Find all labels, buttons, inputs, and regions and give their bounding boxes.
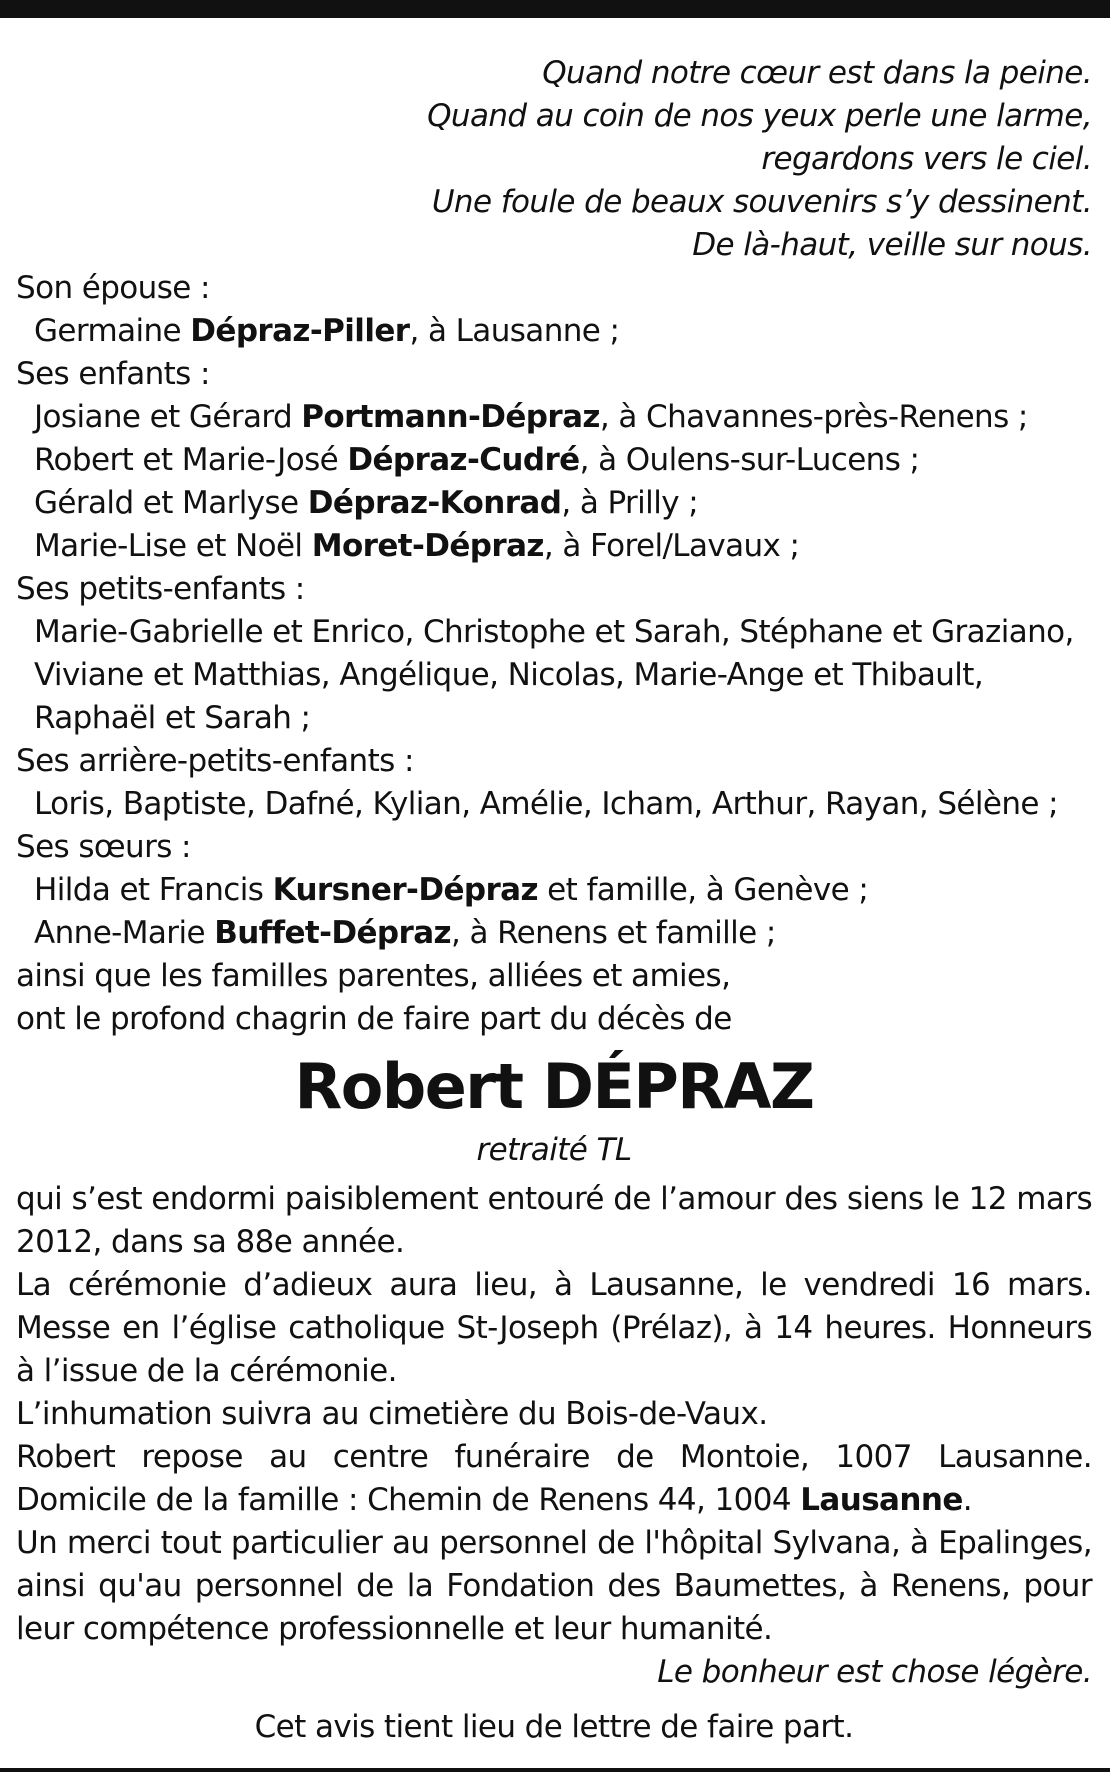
family-list (16, 267, 1092, 1041)
family-name: Kursner-Dépraz (272, 872, 538, 908)
great-grandchildren-heading: Ses arrière-petits-enfants : (16, 743, 414, 779)
family-name: Dépraz-Cudré (347, 442, 580, 478)
child-entry: Marie-Lise et Noël Moret-Dépraz, à Forel/Lavaux ; (34, 528, 800, 564)
closing-line: ont le profond chagrin de faire part du décès de (16, 1001, 732, 1037)
ceremony-paragraph: La cérémonie d’adieux aura lieu, à Lausanne, le vendredi 16 mars. Messe en l’église catholique St-Joseph (Prélaz), à 14 heures. Honneurs à l’issue de la cérémonie. (16, 1267, 1092, 1389)
poem-line: Une foule de beaux souvenirs s’y dessinent. (431, 184, 1092, 220)
family-name: Portmann-Dépraz (301, 399, 600, 435)
sisters-heading: Ses sœurs : (16, 829, 191, 865)
grandchildren-heading: Ses petits-enfants : (16, 571, 305, 607)
poem (16, 52, 1092, 267)
spouse-heading: Son épouse : (16, 270, 210, 306)
poem-line: Quand notre cœur est dans la peine. (542, 55, 1092, 91)
grandchildren-line: Marie-Gabrielle et Enrico, Christophe et Sarah, Stéphane et Graziano, (34, 614, 1074, 650)
deceased-name: Robert DÉPRAZ (294, 1050, 814, 1123)
footer-note: Cet avis tient lieu de lettre de faire part. (254, 1709, 854, 1745)
child-entry: Josiane et Gérard Portmann-Dépraz, à Chavannes-près-Renens ; (34, 399, 1028, 435)
grandchildren-line: Viviane et Matthias, Angélique, Nicolas, Marie-Ange et Thibault, (34, 657, 984, 693)
child-entry: Gérald et Marlyse Dépraz-Konrad, à Prilly ; (34, 485, 699, 521)
closing-line: ainsi que les familles parentes, alliées et amies, (16, 958, 731, 994)
passing-paragraph: qui s’est endormi paisiblement entouré de l’amour des siens le 12 mars 2012, dans sa 88e année. (16, 1181, 1092, 1260)
sister-entry: Anne-Marie Buffet-Dépraz, à Renens et famille ; (34, 915, 776, 951)
closing-quote: Le bonheur est chose légère. (657, 1654, 1092, 1690)
burial-paragraph: L’inhumation suivra au cimetière du Bois-de-Vaux. (16, 1396, 768, 1432)
family-name: Dépraz-Konrad (307, 485, 562, 521)
spouse-entry: Germaine Dépraz-Piller, à Lausanne ; (34, 313, 620, 349)
grandchildren-line: Raphaël et Sarah ; (34, 700, 311, 736)
poem-line: Quand au coin de nos yeux perle une larme, (427, 98, 1092, 134)
top-rule (0, 0, 1110, 18)
children-heading: Ses enfants : (16, 356, 210, 392)
bottom-rule (0, 1768, 1110, 1772)
great-grandchildren-line: Loris, Baptiste, Dafné, Kylian, Amélie, Icham, Arthur, Rayan, Sélène ; (34, 786, 1058, 822)
deceased-title: retraité TL (476, 1132, 632, 1168)
family-name: Moret-Dépraz (311, 528, 544, 564)
sister-entry: Hilda et Francis Kursner-Dépraz et famille, à Genève ; (34, 872, 869, 908)
poem-line: regardons vers le ciel. (761, 141, 1092, 177)
domicile-city: Lausanne (800, 1482, 963, 1518)
child-entry: Robert et Marie-José Dépraz-Cudré, à Oulens-sur-Lucens ; (34, 442, 920, 478)
thanks-paragraph: Un merci tout particulier au personnel de l'hôpital Sylvana, à Epalinges, ainsi qu'au personnel de la Fondation des Baumettes, à Renens, pour leur compétence professionnelle et leur humanité. (16, 1525, 1092, 1647)
poem-line: De là-haut, veille sur nous. (692, 227, 1092, 263)
family-name: Dépraz-Piller (190, 313, 410, 349)
obituary-content (16, 52, 1092, 1749)
family-name: Buffet-Dépraz (214, 915, 451, 951)
rest-paragraph: Robert repose au centre funéraire de Montoie, 1007 Lausanne. Domicile de la famille : Chemin de Renens 44, 1004 Lausanne. (16, 1439, 1092, 1518)
